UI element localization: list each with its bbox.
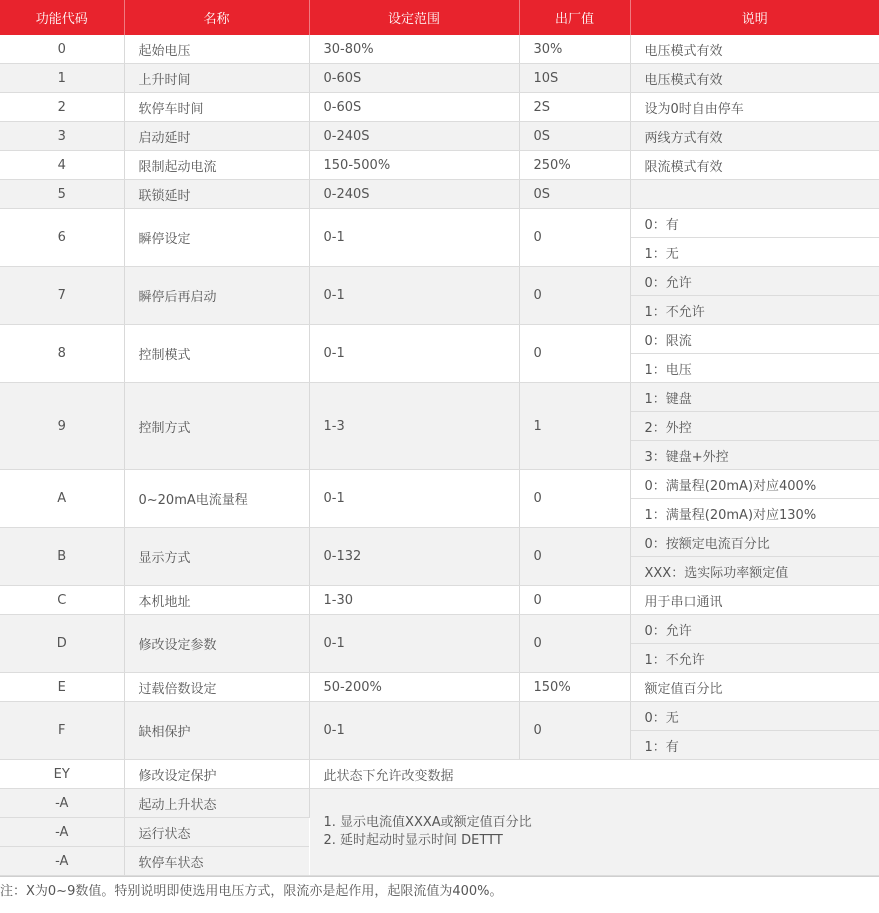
param-desc: 1：无	[630, 238, 879, 267]
param-name: 运行状态	[124, 818, 309, 847]
header-name: 名称	[124, 0, 309, 35]
table-row	[0, 64, 879, 93]
param-desc: 1：不允许	[630, 644, 879, 673]
param-range: 50-200%	[309, 673, 519, 702]
param-name: 显示方式	[124, 528, 309, 586]
param-default: 0	[519, 615, 630, 673]
param-range: 0-1	[309, 209, 519, 267]
table-row	[0, 180, 879, 209]
param-desc: 3：键盘+外控	[630, 441, 879, 470]
param-name: 限制起动电流	[124, 151, 309, 180]
table-row	[0, 789, 879, 818]
table-row	[0, 760, 879, 789]
param-desc: 1：不允许	[630, 296, 879, 325]
param-code: -A	[0, 847, 124, 876]
param-name: 修改设定参数	[124, 615, 309, 673]
param-range: 0-1	[309, 325, 519, 383]
param-default: 30%	[519, 35, 630, 64]
param-desc: 电压模式有效	[630, 35, 879, 64]
param-code: 3	[0, 122, 124, 151]
param-desc: 额定值百分比	[630, 673, 879, 702]
table-header-row	[0, 0, 879, 35]
param-default: 0S	[519, 180, 630, 209]
param-desc: 0：按额定电流百分比	[630, 528, 879, 557]
param-desc: 设为0时自由停车	[630, 93, 879, 122]
param-code: C	[0, 586, 124, 615]
table-row	[0, 93, 879, 122]
param-desc: 0：满量程(20mA)对应400%	[630, 470, 879, 499]
param-desc: 0：有	[630, 209, 879, 238]
param-name: 本机地址	[124, 586, 309, 615]
param-desc: 1：满量程(20mA)对应130%	[630, 499, 879, 528]
param-code: B	[0, 528, 124, 586]
table-row	[0, 586, 879, 615]
param-name: 控制方式	[124, 383, 309, 470]
param-desc: 0：限流	[630, 325, 879, 354]
header-code: 功能代码	[0, 0, 124, 35]
param-default: 0	[519, 702, 630, 760]
param-code: 9	[0, 383, 124, 470]
param-range: 0-1	[309, 702, 519, 760]
param-code: -A	[0, 789, 124, 818]
param-default: 1	[519, 383, 630, 470]
param-desc: 1：键盘	[630, 383, 879, 412]
table-row	[0, 470, 879, 499]
param-default: 2S	[519, 93, 630, 122]
table-row	[0, 267, 879, 296]
table-row	[0, 151, 879, 180]
table-row	[0, 702, 879, 731]
param-desc: XXX：选实际功率额定值	[630, 557, 879, 586]
param-desc: 0：允许	[630, 615, 879, 644]
param-default: 0	[519, 325, 630, 383]
param-default: 0	[519, 267, 630, 325]
param-default: 0	[519, 470, 630, 528]
param-range: 0-1	[309, 615, 519, 673]
param-name: 缺相保护	[124, 702, 309, 760]
param-code: A	[0, 470, 124, 528]
param-desc: 限流模式有效	[630, 151, 879, 180]
param-name: 修改设定保护	[124, 760, 309, 789]
param-desc	[630, 180, 879, 209]
param-code: 2	[0, 93, 124, 122]
status-description-line: 1. 显示电流值XXXA或额定值百分比	[323, 815, 532, 830]
footnote: 注：X为0~9数值。特别说明即使选用电压方式，限流亦是起作用，起限流值为400%。	[0, 884, 503, 899]
table-row	[0, 615, 879, 644]
param-name: 上升时间	[124, 64, 309, 93]
param-range: 0-60S	[309, 93, 519, 122]
param-code: D	[0, 615, 124, 673]
header-desc: 说明	[630, 0, 879, 35]
status-description-line: 2. 延时起动时显示时间 DETTT	[323, 833, 503, 848]
param-name: 启动延时	[124, 122, 309, 151]
param-range: 30-80%	[309, 35, 519, 64]
table-body	[0, 35, 879, 876]
param-code: 4	[0, 151, 124, 180]
header-range: 设定范围	[309, 0, 519, 35]
param-range: 0-1	[309, 470, 519, 528]
param-default: 0	[519, 586, 630, 615]
table-row	[0, 528, 879, 557]
param-default: 0	[519, 528, 630, 586]
param-code: 6	[0, 209, 124, 267]
param-default: 150%	[519, 673, 630, 702]
param-code: 0	[0, 35, 124, 64]
param-code: 7	[0, 267, 124, 325]
param-range: 0-240S	[309, 180, 519, 209]
param-name: 控制模式	[124, 325, 309, 383]
param-name: 起动上升状态	[124, 789, 309, 818]
param-desc: 电压模式有效	[630, 64, 879, 93]
param-range: 0-60S	[309, 64, 519, 93]
param-desc: 1：有	[630, 731, 879, 760]
table-row	[0, 325, 879, 354]
param-code: 1	[0, 64, 124, 93]
param-range: 1-3	[309, 383, 519, 470]
param-desc: 用于串口通讯	[630, 586, 879, 615]
param-code: -A	[0, 818, 124, 847]
table-row	[0, 673, 879, 702]
table-bottom-rule	[0, 876, 879, 877]
param-desc: 此状态下允许改变数据	[309, 760, 879, 789]
param-code: EY	[0, 760, 124, 789]
param-name: 起始电压	[124, 35, 309, 64]
param-name: 瞬停设定	[124, 209, 309, 267]
param-desc: 1：电压	[630, 354, 879, 383]
param-range: 150-500%	[309, 151, 519, 180]
param-name: 软停车时间	[124, 93, 309, 122]
param-code: E	[0, 673, 124, 702]
param-name: 瞬停后再启动	[124, 267, 309, 325]
param-default: 0S	[519, 122, 630, 151]
param-desc: 0：允许	[630, 267, 879, 296]
param-code: F	[0, 702, 124, 760]
param-default: 250%	[519, 151, 630, 180]
table-row	[0, 383, 879, 412]
param-range: 1-30	[309, 586, 519, 615]
param-range: 0-1	[309, 267, 519, 325]
param-code: 8	[0, 325, 124, 383]
param-name: 0~20mA电流量程	[124, 470, 309, 528]
param-desc: 2：外控	[630, 412, 879, 441]
table-row	[0, 122, 879, 151]
param-range: 0-240S	[309, 122, 519, 151]
table-row	[0, 209, 879, 238]
param-name: 联锁延时	[124, 180, 309, 209]
param-range: 0-132	[309, 528, 519, 586]
param-desc: 0：无	[630, 702, 879, 731]
param-name: 软停车状态	[124, 847, 309, 876]
param-desc: 两线方式有效	[630, 122, 879, 151]
table-row	[0, 35, 879, 64]
param-default: 0	[519, 209, 630, 267]
status-description	[309, 789, 879, 876]
header-default: 出厂值	[519, 0, 630, 35]
param-code: 5	[0, 180, 124, 209]
param-default: 10S	[519, 64, 630, 93]
param-name: 过载倍数设定	[124, 673, 309, 702]
